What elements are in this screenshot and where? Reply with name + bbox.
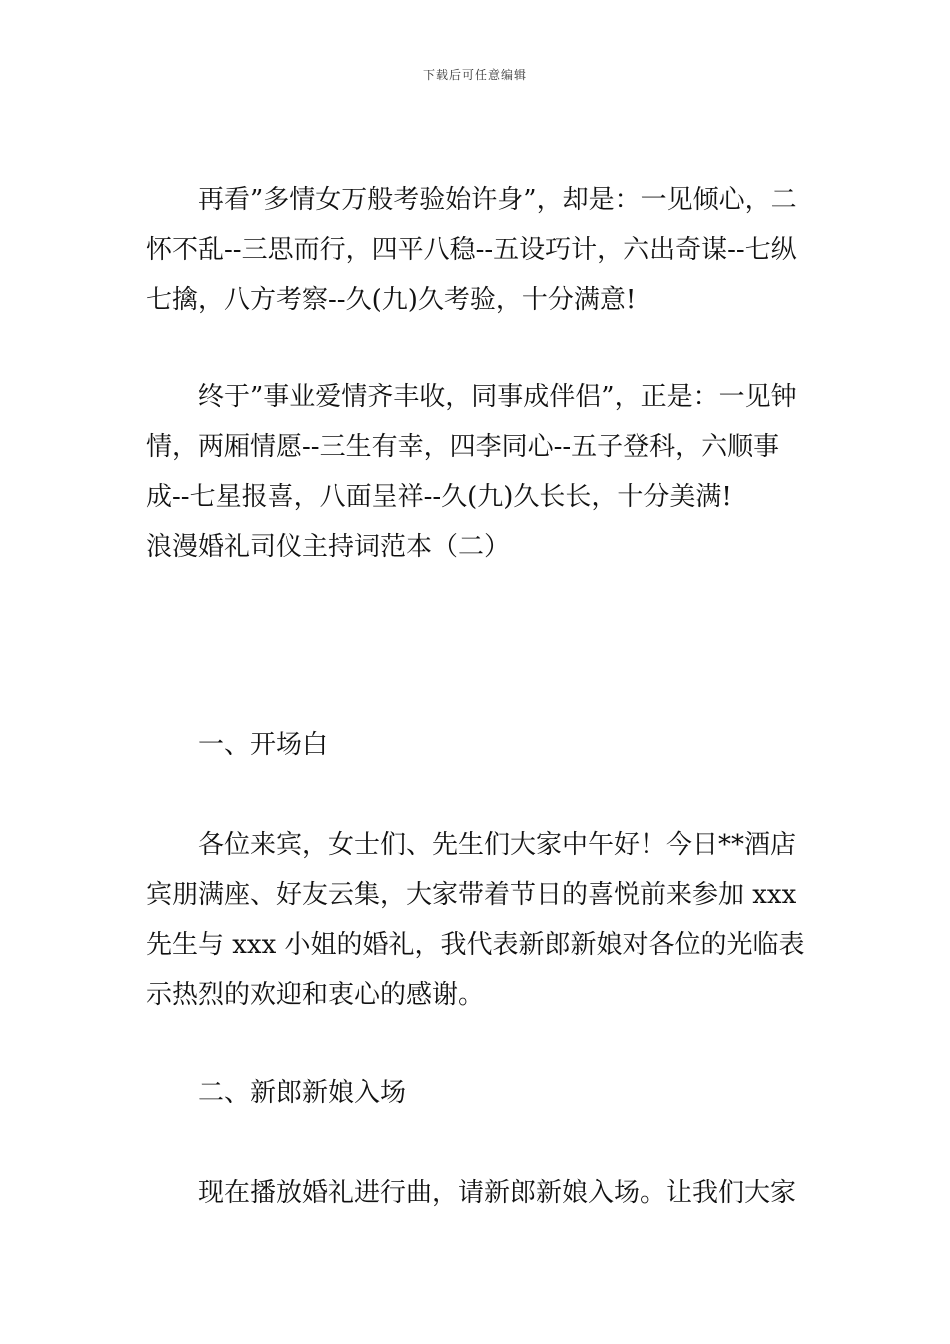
paragraph-trials: 再看”多情女万般考验始许身”，却是：一见倾心，二怀不乱--三思而行，四平八稳--五设巧计，六出奇谋--七纵七擒，八方考察--久(九)久考验，十分满意! bbox=[146, 185, 797, 315]
paragraph-entrance: 现在播放婚礼进行曲，请新郎新娘入场。让我们大家 bbox=[198, 1178, 797, 1208]
page-header: 下载后可任意编辑 bbox=[422, 68, 527, 82]
document-subtitle: 浪漫婚礼司仪主持词范本（二） bbox=[146, 532, 511, 562]
section-heading-entrance: 二、新郎新娘入场 bbox=[198, 1078, 407, 1108]
section-heading-opening: 一、开场白 bbox=[198, 730, 329, 760]
paragraph-harvest: 终于”事业爱情齐丰收，同事成伴侣”，正是：一见钟情，两厢情愿--三生有幸，四李同心--五子登科，六顺事成--七星报喜，八面呈祥--久(九)久长长，十分美满! bbox=[146, 382, 797, 512]
paragraph-opening: 各位来宾，女士们、先生们大家中午好！今日**酒店宾朋满座、好友云集，大家带着节日的喜悦前来参加 xxx 先生与 xxx 小姐的婚礼，我代表新郎新娘对各位的光临表示热烈的欢迎和衷心的感谢。 bbox=[146, 830, 805, 1010]
